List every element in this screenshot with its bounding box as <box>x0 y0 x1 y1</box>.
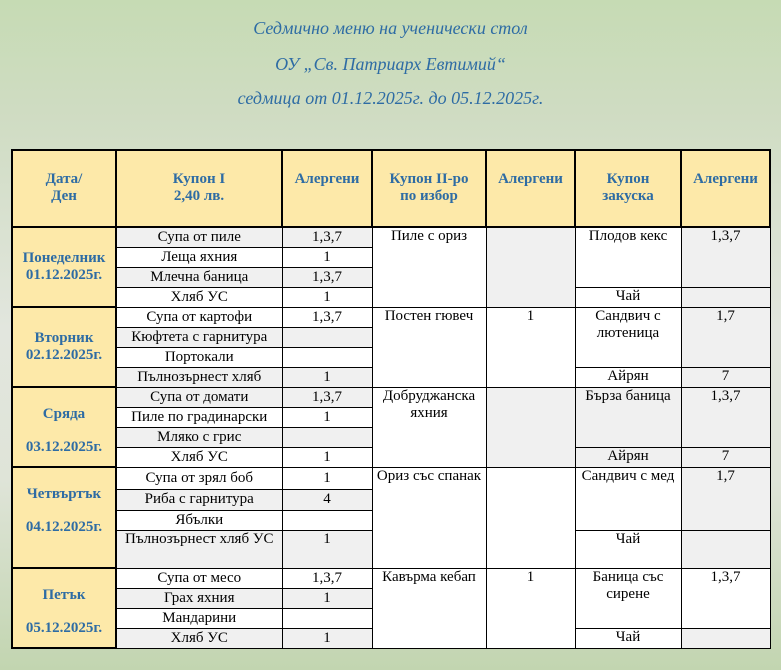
day-cell: Четвъртък 04.12.2025г. <box>12 467 116 568</box>
allergen-cell: 4 <box>282 489 372 510</box>
dish-cell: Пиле по градинарски <box>116 407 282 427</box>
allergen-cell <box>282 510 372 530</box>
col-header-kupon1: Купон I 2,40 лв. <box>116 150 282 227</box>
snack-drink-allergen-cell <box>681 628 770 648</box>
weekly-menu-table <box>11 149 771 649</box>
dish-cell: Мандарини <box>116 608 282 628</box>
table-row <box>12 568 770 588</box>
week-range: седмица от 01.12.2025г. до 05.12.2025г. <box>237 88 544 108</box>
table-row <box>12 307 770 327</box>
allergen-cell: 1 <box>282 588 372 608</box>
dish-cell: Пълнозърнест хляб <box>116 367 282 387</box>
dish-cell: Хляб УС <box>116 287 282 307</box>
day-cell: Вторник 02.12.2025г. <box>12 307 116 387</box>
snack-drink-cell: Чай <box>575 287 681 307</box>
kupon2-cell: Кавърма кебап <box>372 568 486 648</box>
dish-cell: Супа от домати <box>116 387 282 407</box>
kupon2-cell: Пиле с ориз <box>372 227 486 307</box>
snack-cell: Сандвич с мед <box>575 467 681 530</box>
dish-cell: Мляко с грис <box>116 427 282 447</box>
col-header-kupon2: Купон II-ро по избор <box>372 150 486 227</box>
dish-cell: Пълнозърнест хляб УС <box>116 530 282 568</box>
snack-drink-allergen-cell: 7 <box>681 367 770 387</box>
kupon2-allergen-cell <box>486 227 575 307</box>
allergen-cell: 1 <box>282 287 372 307</box>
day-cell: Петък 05.12.2025г. <box>12 568 116 648</box>
col-header-allergens3: Алергени <box>681 150 770 227</box>
kupon2-allergen-cell: 1 <box>486 568 575 648</box>
snack-cell: Сандвич с лютеница <box>575 307 681 367</box>
col-header-date: Дата/ Ден <box>12 150 116 227</box>
snack-allergen-cell: 1,3,7 <box>681 568 770 628</box>
dish-cell: Портокали <box>116 347 282 367</box>
dish-cell: Супа от зрял боб <box>116 467 282 489</box>
allergen-cell: 1 <box>282 530 372 568</box>
snack-drink-allergen-cell <box>681 530 770 568</box>
kupon2-allergen-cell <box>486 387 575 467</box>
allergen-cell: 1 <box>282 467 372 489</box>
dish-cell: Леща яхния <box>116 247 282 267</box>
snack-drink-cell: Чай <box>575 530 681 568</box>
table-row <box>12 227 770 247</box>
col-header-allergens2: Алергени <box>486 150 575 227</box>
allergen-cell: 1 <box>282 367 372 387</box>
dish-cell: Хляб УС <box>116 628 282 648</box>
allergen-cell <box>282 347 372 367</box>
dish-cell: Кюфтета с гарнитура <box>116 327 282 347</box>
allergen-cell: 1 <box>282 628 372 648</box>
dish-cell: Риба с гарнитура <box>116 489 282 510</box>
snack-drink-allergen-cell: 7 <box>681 447 770 467</box>
snack-allergen-cell: 1,3,7 <box>681 387 770 447</box>
snack-drink-cell: Айрян <box>575 447 681 467</box>
allergen-cell: 1,3,7 <box>282 227 372 247</box>
kupon2-allergen-cell: 1 <box>486 307 575 387</box>
snack-allergen-cell: 1,7 <box>681 467 770 530</box>
dish-cell: Ябълки <box>116 510 282 530</box>
allergen-cell: 1 <box>282 407 372 427</box>
allergen-cell: 1,3,7 <box>282 307 372 327</box>
snack-drink-allergen-cell <box>681 287 770 307</box>
kupon2-cell: Ориз със спанак <box>372 467 486 568</box>
dish-cell: Млечна баница <box>116 267 282 287</box>
allergen-cell: 1,3,7 <box>282 387 372 407</box>
allergen-cell <box>282 427 372 447</box>
table-row <box>12 387 770 407</box>
dish-cell: Супа от картофи <box>116 307 282 327</box>
snack-drink-cell: Айрян <box>575 367 681 387</box>
dish-cell: Грах яхния <box>116 588 282 608</box>
col-header-allergens1: Алергени <box>282 150 372 227</box>
col-header-snack: Купон закуска <box>575 150 681 227</box>
kupon2-allergen-cell <box>486 467 575 568</box>
snack-allergen-cell: 1,3,7 <box>681 227 770 287</box>
dish-cell: Супа от пиле <box>116 227 282 247</box>
allergen-cell: 1,3,7 <box>282 568 372 588</box>
allergen-cell: 1,3,7 <box>282 267 372 287</box>
snack-cell: Бърза баница <box>575 387 681 447</box>
snack-allergen-cell: 1,7 <box>681 307 770 367</box>
school-name: ОУ „Св. Патриарх Евтимий“ <box>275 54 506 74</box>
allergen-cell <box>282 608 372 628</box>
menu-title: Седмично меню на ученически стол <box>253 18 528 38</box>
kupon2-cell: Постен гювеч <box>372 307 486 387</box>
dish-cell: Хляб УС <box>116 447 282 467</box>
snack-drink-cell: Чай <box>575 628 681 648</box>
day-cell: Сряда 03.12.2025г. <box>12 387 116 467</box>
snack-cell: Баница със сирене <box>575 568 681 628</box>
kupon2-cell: Добруджанска яхния <box>372 387 486 467</box>
allergen-cell: 1 <box>282 447 372 467</box>
header-row <box>12 150 770 227</box>
allergen-cell: 1 <box>282 247 372 267</box>
allergen-cell <box>282 327 372 347</box>
dish-cell: Супа от месо <box>116 568 282 588</box>
table-row <box>12 467 770 489</box>
snack-cell: Плодов кекс <box>575 227 681 287</box>
day-cell: Понеделник 01.12.2025г. <box>12 227 116 307</box>
